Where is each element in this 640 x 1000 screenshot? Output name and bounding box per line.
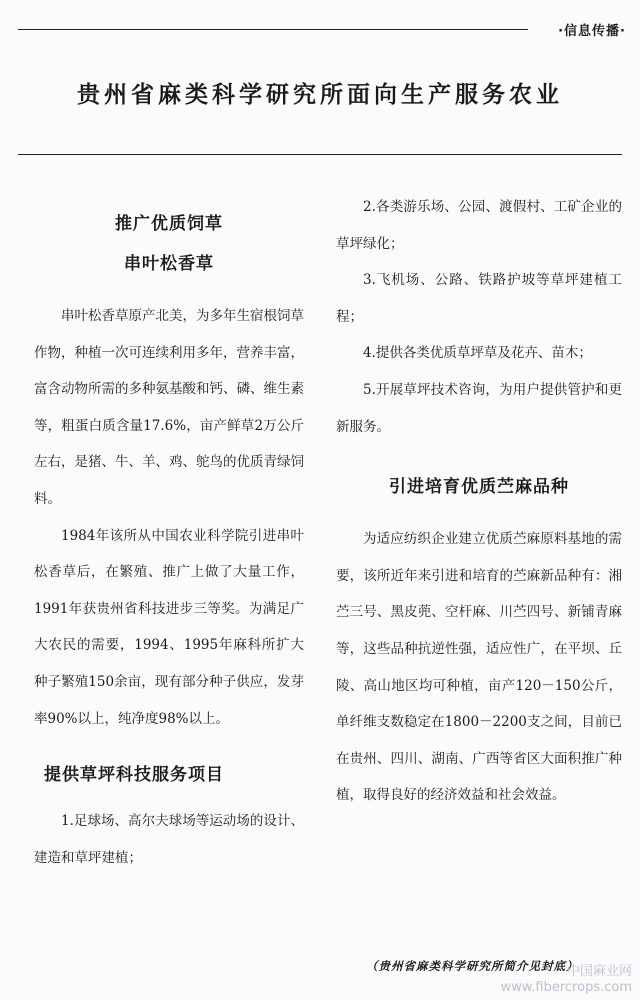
left-column <box>34 170 304 876</box>
article1-paragraph-2: 1984年该所从中国农业科学院引进串叶松香草后，在繁殖、推广上做了大量工作，1991年获贵州省科技进步三等奖。为满足广大农民的需要，1994、1995年麻科所扩大种子繁殖150余亩，现有部分种子供应，发芽率90%以上，纯净度98%以上。 <box>34 527 304 727</box>
title-rule <box>18 154 622 155</box>
right-column <box>336 189 622 814</box>
article3-paragraph: 为适应纺织企业建立优质苎麻原料基地的需要，该所近年来引进和培育的苎麻新品种有：湘苎三号、黑皮蔸、空杆麻、川苎四号、新铺青麻等，这些品种抗逆性强，适应性广，在平坝、丘陵、高山地区均可种植，亩产120－150公斤，单纤维支数稳定在1800－2200支之间，目前已在贵州、四川、湖南、广西等省区大面积推广种植，取得良好的经济效益和社会效益。 <box>336 531 622 804</box>
watermark-line2: www.fibercrops.com <box>500 980 632 995</box>
article1-paragraph-1: 串叶松香草原产北美，为多年生宿根饲草作物，种植一次可连续利用多年，营养丰富，富含动物所需的多种氨基酸和钙、磷、维生素等，粗蛋白质含量17.6%，亩产鲜草2万公斤左右，是猪、牛、羊、鸡、鸵鸟的优质青绿饲料。 <box>34 308 304 507</box>
article1-title-line2: 串叶松香草 <box>124 254 214 274</box>
site-watermark <box>501 964 632 996</box>
article2-item-5: 5.开展草坪技术咨询，为用户提供管护和更新服务。 <box>336 381 622 435</box>
watermark-line1: 中国麻业网 <box>566 964 632 979</box>
article1-title-line1: 推广优质饲草 <box>115 214 223 234</box>
article2-item-3: 3.飞机场、公路、铁路护坡等草坪建植工程； <box>336 272 622 325</box>
article2-item-2: 2.各类游乐场、公园、渡假村、工矿企业的草坪绿化； <box>336 199 622 252</box>
section-tag: ·信息传播· <box>558 24 626 39</box>
page-title: 贵州省麻类科学研究所面向生产服务农业 <box>77 82 563 108</box>
header-rule <box>18 29 528 30</box>
credit-note: （贵州省麻类科学研究所简介见封底） <box>366 959 579 973</box>
article2-heading: 提供草坪科技服务项目 <box>44 765 224 786</box>
article3-heading: 引进培育优质苎麻品种 <box>389 477 569 498</box>
article2-item-4: 4.提供各类优质草坪草及花卉、苗木； <box>363 345 592 362</box>
article2-item-1: 1.足球场、高尔夫球场等运动场的设计、建造和草坪建植； <box>34 813 304 866</box>
